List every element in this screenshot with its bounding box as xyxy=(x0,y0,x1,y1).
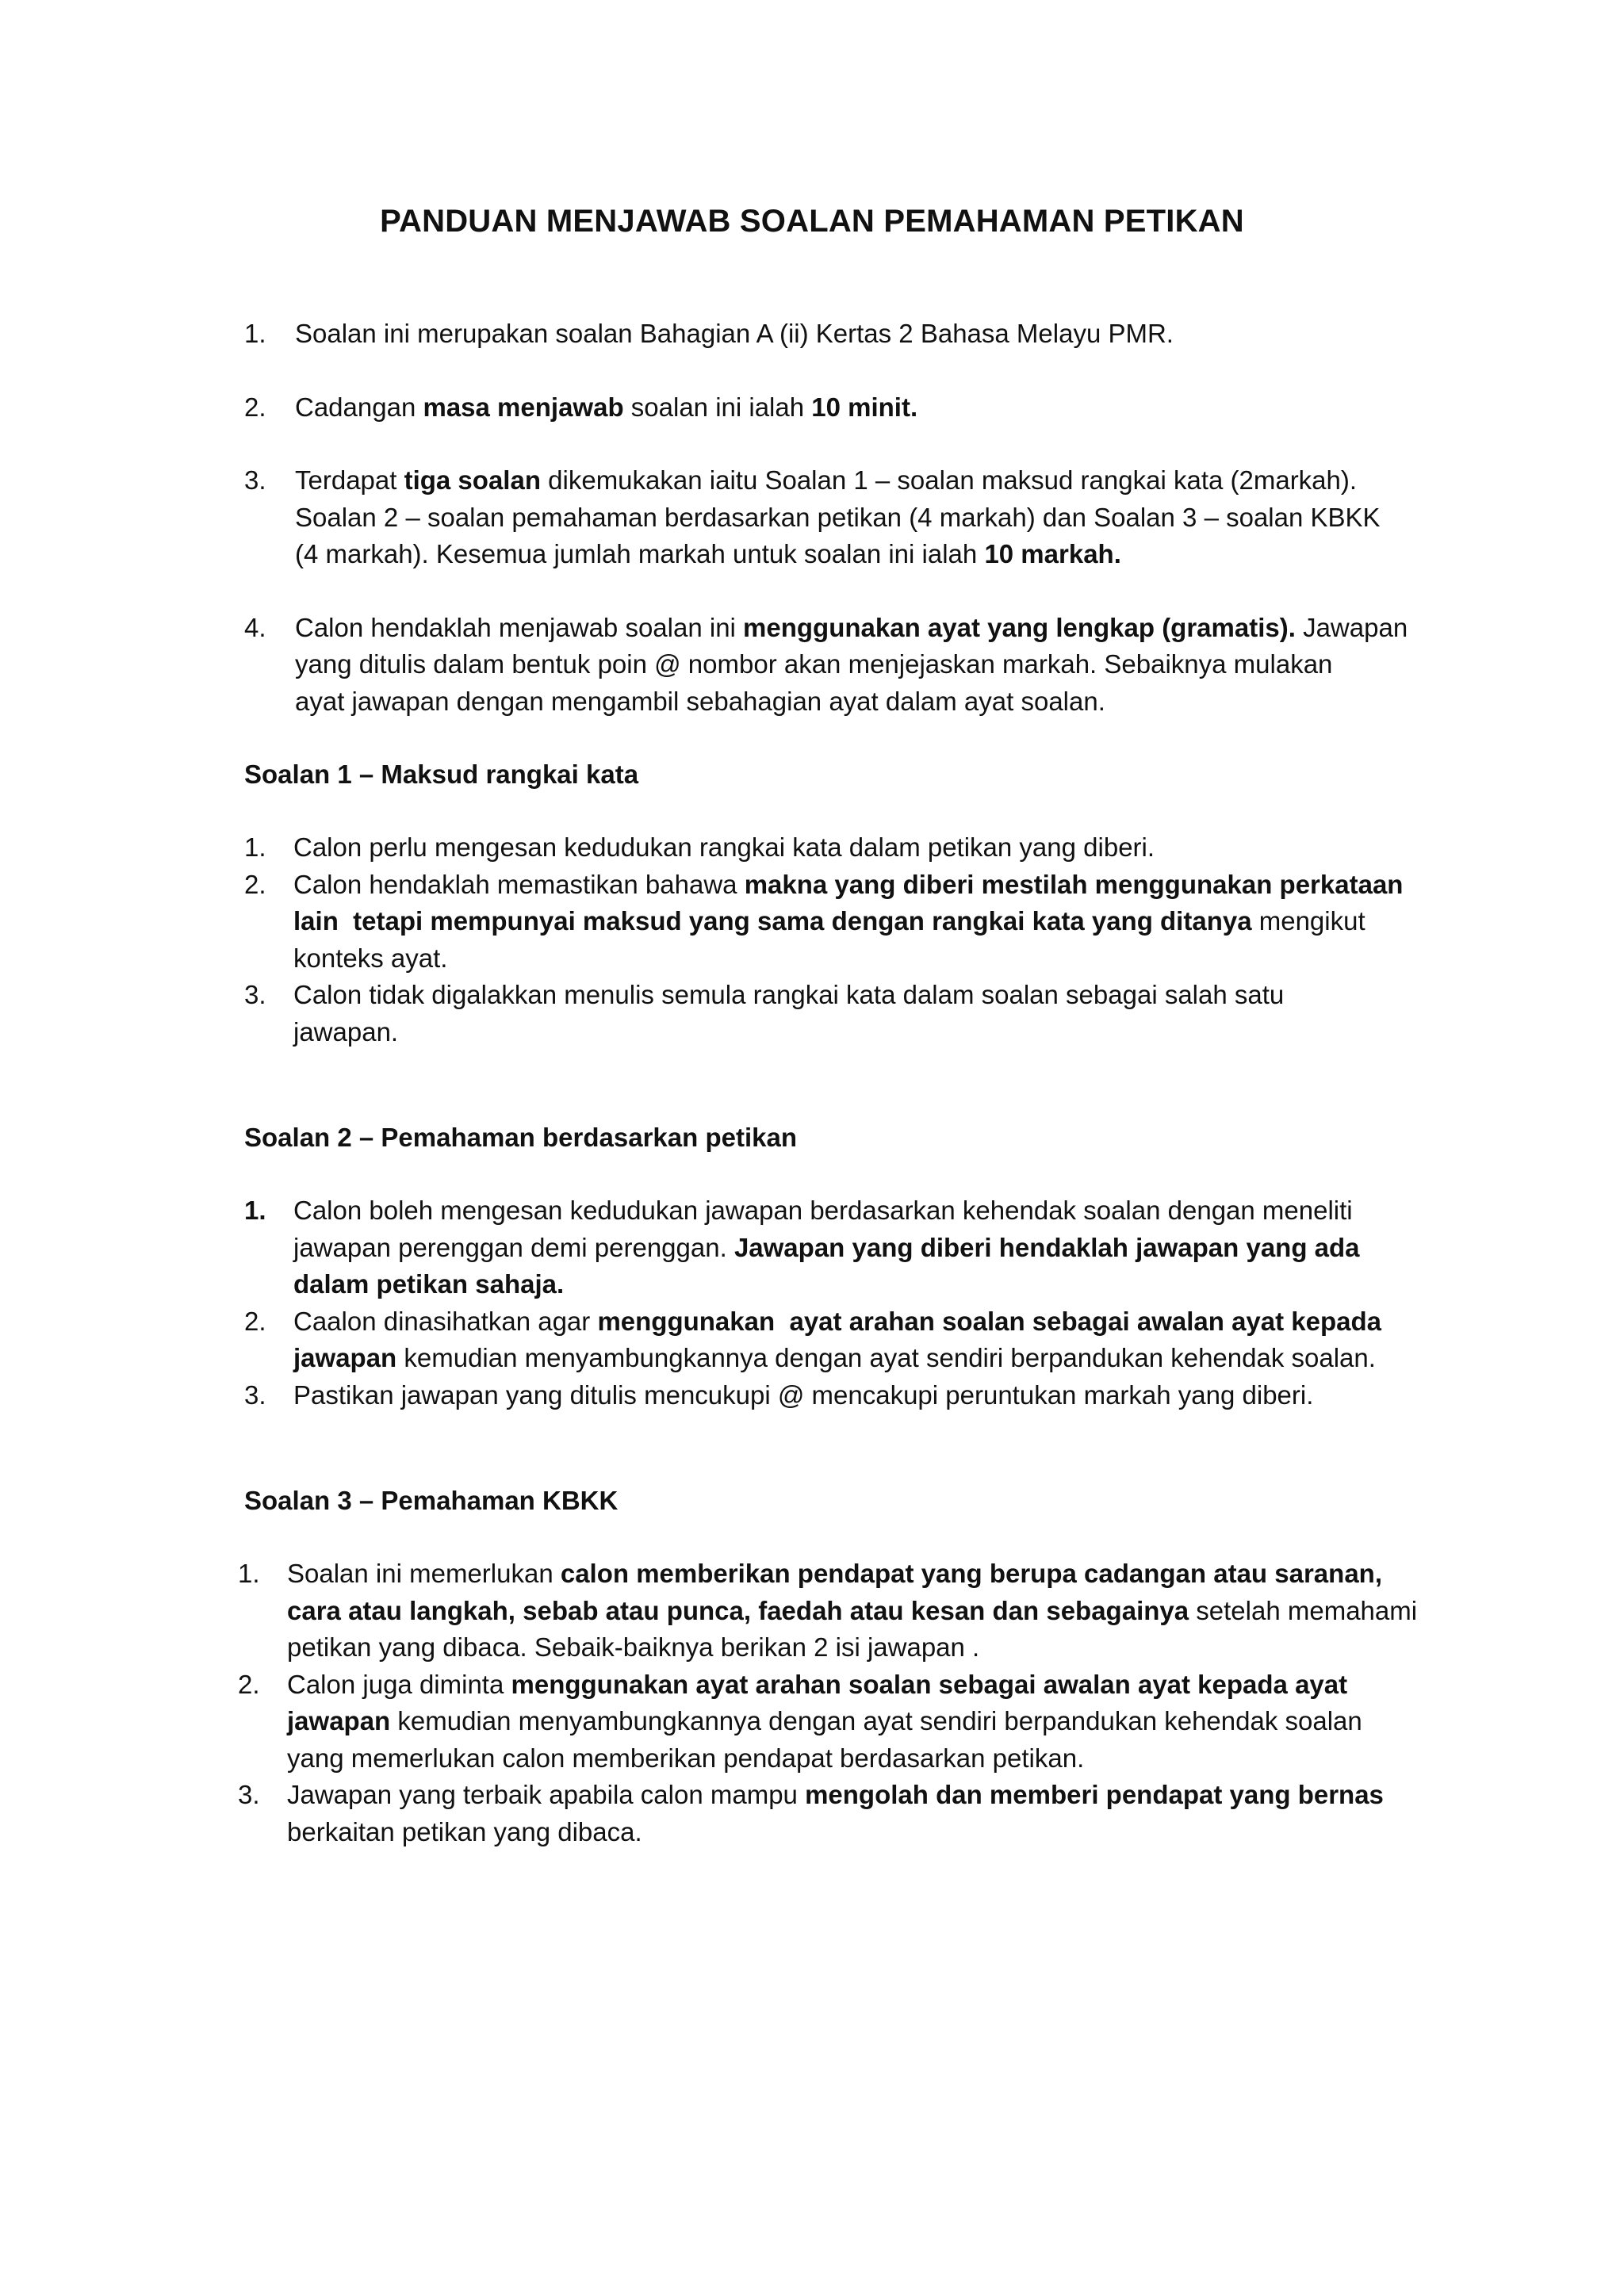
soalan-3-list xyxy=(238,1556,1507,1850)
soalan-3-item-1 xyxy=(238,1556,1507,1667)
soalan-1-item-text: mengikut xyxy=(1251,906,1365,936)
soalan-3-item-text: setelah memahami xyxy=(1189,1595,1418,1625)
soalan-2-item-line xyxy=(293,1266,1513,1303)
soalan-3-item-bold: calon memberikan pendapat yang berupa cadangan atau saranan, xyxy=(560,1559,1382,1588)
soalan-2-item-bold: Jawapan yang diberi hendaklah jawapan yang ada xyxy=(733,1232,1360,1262)
soalan-1-item-number: 1. xyxy=(244,832,266,862)
soalan-1-item-text: Calon hendaklah memastikan bahawa xyxy=(293,869,745,899)
intro-item-line: ayat jawapan dengan mengambil sebahagian ayat dalam ayat soalan. xyxy=(295,686,1105,716)
soalan-2-item-bold: jawapan xyxy=(293,1343,397,1372)
soalan-1-item-line xyxy=(293,867,1513,904)
soalan-3-item-bold: jawapan xyxy=(287,1706,391,1735)
intro-item-text: Terdapat xyxy=(295,465,404,495)
soalan-1-item-1 xyxy=(244,829,1513,867)
soalan-3-item-text: Calon juga diminta xyxy=(287,1669,511,1699)
intro-item-1 xyxy=(244,316,1513,353)
soalan-3-item-line: berkaitan petikan yang dibaca. xyxy=(287,1816,642,1846)
intro-item-text: dikemukakan iaitu Soalan 1 – soalan maksud rangkai kata (2markah). xyxy=(540,465,1358,495)
soalan-1-item-line: jawapan. xyxy=(293,1016,399,1047)
intro-item-number: 1. xyxy=(244,319,266,348)
soalan-3-item-text: kemudian menyambungkannya dengan ayat sendiri berpandukan kehendak soalan xyxy=(390,1706,1362,1735)
soalan-1-item-line: konteks ayat. xyxy=(293,943,448,973)
soalan-2-item-bold: menggunakan ayat arahan soalan sebagai awalan ayat kepada xyxy=(597,1306,1382,1336)
intro-item-bold: menggunakan ayat yang lengkap (gramatis). xyxy=(743,612,1296,642)
soalan-2-item-3 xyxy=(244,1377,1513,1414)
soalan-1-item-text: Calon perlu mengesan kedudukan rangkai kata dalam petikan yang diberi. xyxy=(293,832,1155,862)
soalan-3-item-line: petikan yang dibaca. Sebaik-baiknya berikan 2 isi jawapan . xyxy=(287,1632,980,1662)
intro-item-line: Soalan 2 – soalan pemahaman berdasarkan petikan (4 markah) dan Soalan 3 – soalan KBKK xyxy=(295,502,1381,532)
soalan-1-item-bold: lain tetapi mempunyai maksud yang sama dengan rangkai kata yang ditanya xyxy=(293,906,1252,936)
intro-item-4 xyxy=(244,610,1513,721)
intro-item-2 xyxy=(244,389,1513,427)
intro-item-line: yang ditulis dalam bentuk poin @ nombor akan menjejaskan markah. Sebaiknya mulakan xyxy=(295,649,1333,679)
intro-item-line xyxy=(295,536,1513,573)
intro-item-3 xyxy=(244,462,1513,573)
intro-item-bold: 10 markah. xyxy=(984,539,1121,568)
intro-item-text: Soalan ini merupakan soalan Bahagian A (ii) Kertas 2 Bahasa Melayu PMR. xyxy=(295,319,1174,348)
intro-item-bold: tiga soalan xyxy=(404,465,541,495)
soalan-2-item-text: jawapan perenggan demi perenggan. xyxy=(293,1232,734,1262)
section-heading-soalan-2: Soalan 2 – Pemahaman berdasarkan petikan xyxy=(244,1123,797,1152)
soalan-2-item-1 xyxy=(244,1192,1513,1303)
soalan-2-item-line: Calon boleh mengesan kedudukan jawapan berdasarkan kehendak soalan dengan meneliti xyxy=(293,1196,1353,1225)
soalan-3-item-bold: menggunakan ayat arahan soalan sebagai awalan ayat kepada ayat xyxy=(511,1669,1348,1699)
soalan-3-item-bold: mengolah dan memberi pendapat yang bernas xyxy=(805,1780,1384,1809)
soalan-1-item-line xyxy=(293,903,1513,940)
soalan-3-item-number: 1. xyxy=(238,1559,260,1588)
soalan-2-item-number: 2. xyxy=(244,1306,266,1336)
intro-item-line xyxy=(295,462,1513,499)
soalan-2-item-text: Pastikan jawapan yang ditulis mencukupi @ mencakupi peruntukan markah yang diberi. xyxy=(293,1380,1314,1410)
soalan-1-item-3 xyxy=(244,977,1513,1050)
soalan-1-item-2 xyxy=(244,867,1513,978)
soalan-3-item-number: 3. xyxy=(238,1780,260,1809)
soalan-2-item-number: 3. xyxy=(244,1380,266,1410)
soalan-1-list xyxy=(244,829,1513,1050)
soalan-3-item-line xyxy=(287,1593,1507,1630)
soalan-3-item-2 xyxy=(238,1667,1507,1777)
soalan-1-item-line: Calon tidak digalakkan menulis semula rangkai kata dalam soalan sebagai salah satu xyxy=(293,980,1285,1009)
soalan-3-item-3 xyxy=(238,1777,1507,1850)
soalan-2-item-text: Caalon dinasihatkan agar xyxy=(293,1306,598,1336)
intro-item-text: (4 markah). Kesemua jumlah markah untuk soalan ini ialah xyxy=(295,539,985,568)
soalan-3-item-line xyxy=(287,1556,1507,1593)
soalan-2-item-line xyxy=(293,1303,1513,1341)
soalan-3-item-line xyxy=(287,1777,1507,1814)
soalan-3-item-line: yang memerlukan calon memberikan pendapat berdasarkan petikan. xyxy=(287,1743,1085,1773)
intro-item-bold: masa menjawab xyxy=(423,392,624,422)
intro-item-text: Cadangan xyxy=(295,392,423,422)
intro-item-text: Jawapan xyxy=(1295,612,1408,642)
soalan-2-item-bold: dalam petikan sahaja. xyxy=(293,1269,565,1299)
section-heading-soalan-3: Soalan 3 – Pemahaman KBKK xyxy=(244,1486,619,1515)
section-heading-soalan-1: Soalan 1 – Maksud rangkai kata xyxy=(244,760,639,789)
intro-item-number: 3. xyxy=(244,465,266,495)
soalan-2-item-line xyxy=(293,1230,1513,1267)
soalan-3-item-number: 2. xyxy=(238,1669,260,1699)
soalan-3-item-text: Jawapan yang terbaik apabila calon mampu xyxy=(287,1780,806,1809)
soalan-1-item-number: 2. xyxy=(244,869,266,899)
soalan-2-item-number: 1. xyxy=(244,1196,266,1225)
soalan-2-item-2 xyxy=(244,1303,1513,1377)
intro-item-number: 2. xyxy=(244,392,266,422)
soalan-3-item-line xyxy=(287,1703,1507,1740)
soalan-1-item-number: 3. xyxy=(244,980,266,1009)
soalan-2-item-line xyxy=(293,1340,1513,1377)
soalan-3-item-bold: cara atau langkah, sebab atau punca, faedah atau kesan dan sebagainya xyxy=(287,1595,1189,1625)
intro-item-bold: 10 minit. xyxy=(811,392,918,422)
soalan-2-item-text: kemudian menyambungkannya dengan ayat sendiri berpandukan kehendak soalan. xyxy=(396,1343,1376,1372)
soalan-2-list xyxy=(244,1192,1513,1414)
intro-item-line xyxy=(295,610,1513,647)
intro-list xyxy=(244,316,1513,720)
intro-item-text: soalan ini ialah xyxy=(623,392,812,422)
intro-item-text: Calon hendaklah menjawab soalan ini xyxy=(295,612,744,642)
intro-item-number: 4. xyxy=(244,612,266,642)
soalan-1-item-bold: makna yang diberi mestilah menggunakan perkataan xyxy=(744,869,1404,899)
soalan-3-item-line xyxy=(287,1667,1507,1704)
document-title: PANDUAN MENJAWAB SOALAN PEMAHAMAN PETIKAN xyxy=(380,204,1244,239)
soalan-3-item-text: Soalan ini memerlukan xyxy=(287,1559,561,1588)
